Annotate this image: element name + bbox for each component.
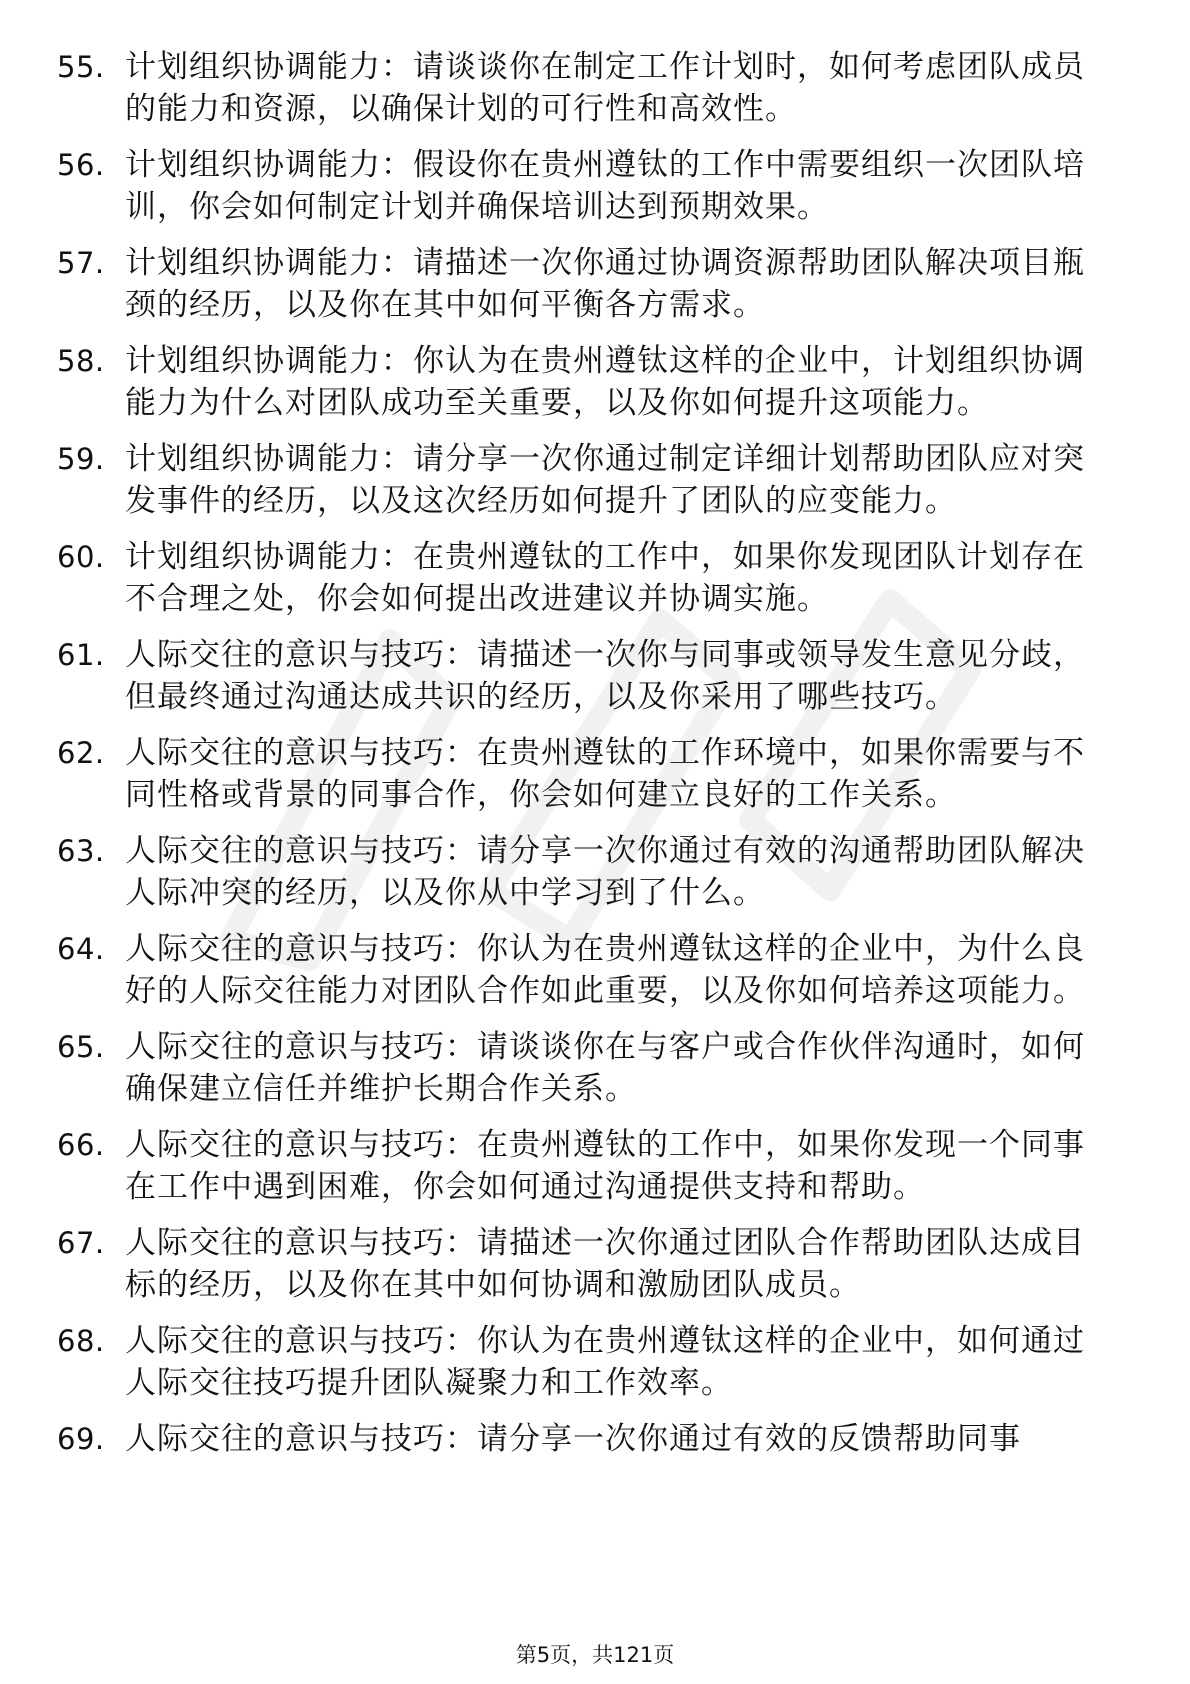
list-item — [0, 536, 1190, 620]
question-text: 人际交往的意识与技巧：请描述一次你与同事或领导发生意见分歧，但最终通过沟通达成共识的经历，以及你采用了哪些技巧。 — [125, 637, 1085, 715]
question-text: 计划组织协调能力：在贵州遵钛的工作中，如果你发现团队计划存在不合理之处，你会如何提出改进建议并协调实施。 — [125, 539, 1085, 617]
question-number: 65. — [57, 1030, 105, 1064]
question-number: 68. — [57, 1324, 105, 1358]
list-item — [0, 1418, 1190, 1460]
list-item — [0, 732, 1190, 816]
list-item — [0, 1320, 1190, 1404]
list-item — [0, 928, 1190, 1012]
question-text: 人际交往的意识与技巧：请描述一次你通过团队合作帮助团队达成目标的经历，以及你在其中如何协调和激励团队成员。 — [125, 1225, 1085, 1303]
question-text: 人际交往的意识与技巧：你认为在贵州遵钛这样的企业中，为什么良好的人际交往能力对团队合作如此重要，以及你如何培养这项能力。 — [125, 931, 1085, 1009]
list-item — [0, 340, 1190, 424]
list-item — [0, 144, 1190, 228]
question-text: 人际交往的意识与技巧：你认为在贵州遵钛这样的企业中，如何通过人际交往技巧提升团队凝聚力和工作效率。 — [125, 1323, 1085, 1401]
question-number: 67. — [57, 1226, 105, 1260]
question-number: 58. — [57, 344, 105, 378]
question-text: 计划组织协调能力：请分享一次你通过制定详细计划帮助团队应对突发事件的经历，以及这次经历如何提升了团队的应变能力。 — [125, 441, 1085, 519]
question-number: 62. — [57, 736, 105, 770]
question-text: 计划组织协调能力：你认为在贵州遵钛这样的企业中，计划组织协调能力为什么对团队成功至关重要，以及你如何提升这项能力。 — [125, 343, 1085, 421]
question-number: 59. — [57, 442, 105, 476]
question-number: 64. — [57, 932, 105, 966]
list-item — [0, 242, 1190, 326]
question-text: 人际交往的意识与技巧：请谈谈你在与客户或合作伙伴沟通时，如何确保建立信任并维护长期合作关系。 — [125, 1029, 1085, 1107]
list-item — [0, 634, 1190, 718]
question-text: 计划组织协调能力：假设你在贵州遵钛的工作中需要组织一次团队培训，你会如何制定计划并确保培训达到预期效果。 — [125, 147, 1085, 225]
question-number: 56. — [57, 148, 105, 182]
list-item — [0, 1026, 1190, 1110]
question-list — [0, 46, 1190, 1474]
question-number: 61. — [57, 638, 105, 672]
question-text: 人际交往的意识与技巧：在贵州遵钛的工作中，如果你发现一个同事在工作中遇到困难，你会如何通过沟通提供支持和帮助。 — [125, 1127, 1085, 1205]
question-text: 人际交往的意识与技巧：在贵州遵钛的工作环境中，如果你需要与不同性格或背景的同事合作，你会如何建立良好的工作关系。 — [125, 735, 1085, 813]
question-number: 63. — [57, 834, 105, 868]
question-number: 55. — [57, 50, 105, 84]
list-item — [0, 830, 1190, 914]
question-text: 计划组织协调能力：请谈谈你在制定工作计划时，如何考虑团队成员的能力和资源，以确保计划的可行性和高效性。 — [125, 49, 1085, 127]
question-text: 计划组织协调能力：请描述一次你通过协调资源帮助团队解决项目瓶颈的经历，以及你在其中如何平衡各方需求。 — [125, 245, 1085, 323]
question-text: 人际交往的意识与技巧：请分享一次你通过有效的反馈帮助同事 — [125, 1421, 1021, 1457]
question-text: 人际交往的意识与技巧：请分享一次你通过有效的沟通帮助团队解决人际冲突的经历，以及你从中学习到了什么。 — [125, 833, 1085, 911]
question-number: 69. — [57, 1422, 105, 1456]
question-number: 57. — [57, 246, 105, 280]
page-footer: 第5页，共121页 — [515, 1643, 675, 1667]
list-item — [0, 1124, 1190, 1208]
question-number: 60. — [57, 540, 105, 574]
list-item — [0, 46, 1190, 130]
list-item — [0, 1222, 1190, 1306]
list-item — [0, 438, 1190, 522]
question-number: 66. — [57, 1128, 105, 1162]
